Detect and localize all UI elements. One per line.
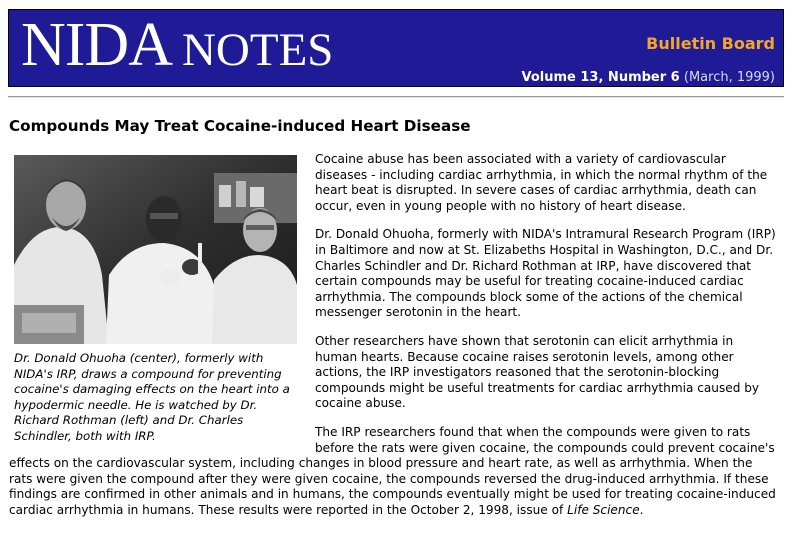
header-divider [8, 96, 784, 98]
logo-notes: NOTES [181, 24, 334, 76]
section-title: Bulletin Board [646, 34, 775, 53]
issue-date: (March, 1999) [683, 70, 775, 85]
paragraph-2: Dr. Donald Ohuoha, formerly with NIDA's Intramural Research Program (IRP) in Baltimore and now at St. Elizabeths Hospital in Washington, D.C., and Dr. Charles Schindler and Dr. Richard Rothman at IRP, have discovered that certain compounds may be useful for treating cocaine-induced cardiac arrhythmia. The compounds block some of the actions of the chemical messenger serotonin in the heart. [315, 227, 776, 320]
article-title: Compounds May Treat Cocaine-induced Heart Disease [9, 117, 471, 135]
volume-number: Volume 13, Number 6 [521, 70, 680, 85]
paragraph-4-text: The IRP researchers found that when the compounds were given to rats before the rats were given cocaine, the compounds could prevent cocaine's effects on the cardiovascular system, including changes in blood pressure and heart rate, as well as arrhythmia. When the rats were given the compound after they were given cocaine, the compounds reversed the drug-induced arrhythmia. If these findings are confirmed in other animals and in humans, the compounds eventually might be used for treating cocaine-induced cardiac arrhythmia in humans. These results were reported in the October 2, 1998, issue of [9, 424, 776, 517]
issue-info [522, 70, 776, 85]
paragraph-4-end: . [639, 502, 644, 517]
photo-caption: Dr. Donald Ohuoha (center), formerly with NIDA's IRP, draws a compound for preventing cocaine's damaging effects on the heart into a hypodermic needle. He is watched by Dr. Richard Rothman (left) and Dr. Charles Schindler, both with IRP. [14, 351, 290, 443]
article-body [9, 152, 779, 531]
researchers-photo [14, 155, 297, 344]
paragraph-3: Other researchers have shown that serotonin can elicit arrhythmia in human hearts. Because cocaine raises serotonin levels, among other actions, the IRP investigators reasoned that the serotonin-blocking compounds might be useful treatments for cardiac arrhythmia caused by cocaine abuse. [315, 333, 760, 411]
masthead-banner [8, 9, 784, 87]
journal-name: Life Science [567, 502, 640, 517]
paragraph-1: Cocaine abuse has been associated with a variety of cardiovascular diseases - including cardiac arrhythmia, in which the normal rhythm of the heart beat is disrupted. In severe cases of cardiac arrhythmia, death can occur, even in young people with no history of heart disease. [315, 152, 768, 213]
logo-nida: NIDA [21, 11, 172, 79]
nida-notes-logo [21, 11, 334, 79]
photo-figure [14, 152, 301, 444]
